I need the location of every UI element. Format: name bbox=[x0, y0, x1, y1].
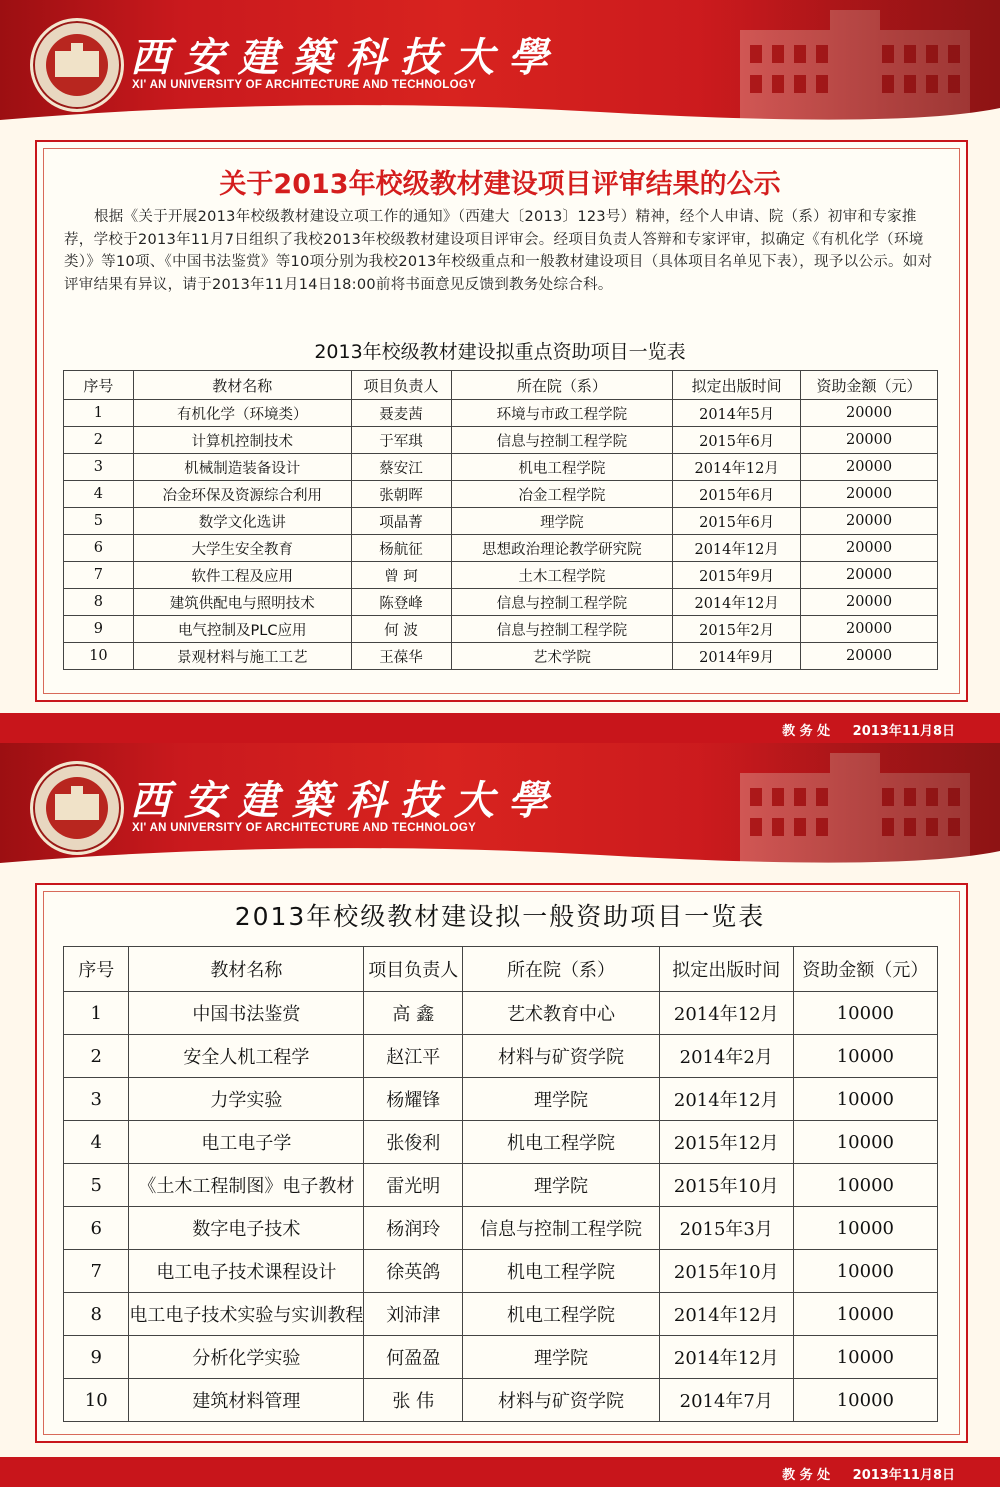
cell-leader: 陈登峰 bbox=[351, 589, 451, 616]
header-college: 所在院（系） bbox=[451, 371, 673, 400]
table-header-row bbox=[64, 371, 938, 400]
cell-pub-date: 2015年3月 bbox=[659, 1207, 793, 1250]
header-index: 序号 bbox=[64, 371, 134, 400]
cell-leader: 蔡安江 bbox=[351, 454, 451, 481]
cell-index: 10 bbox=[64, 643, 134, 670]
cell-college: 环境与市政工程学院 bbox=[451, 400, 673, 427]
header-pub-date: 拟定出版时间 bbox=[659, 947, 793, 992]
cell-index: 6 bbox=[64, 1207, 129, 1250]
cell-index: 3 bbox=[64, 1078, 129, 1121]
table-row bbox=[64, 427, 938, 454]
cell-college: 理学院 bbox=[463, 1164, 660, 1207]
header-banner bbox=[0, 743, 1000, 873]
table-row bbox=[64, 562, 938, 589]
cell-amount: 20000 bbox=[801, 400, 938, 427]
cell-pub-date: 2015年12月 bbox=[659, 1121, 793, 1164]
cell-leader: 张 伟 bbox=[364, 1379, 463, 1422]
cell-amount: 20000 bbox=[801, 616, 938, 643]
cell-amount: 20000 bbox=[801, 562, 938, 589]
cell-college: 理学院 bbox=[463, 1336, 660, 1379]
notice-paragraph: 根据《关于开展2013年校级教材建设立项工作的通知》（西建大〔2013〕123号）精神，经个人申请、院（系）初审和专家推荐，学校于2013年11月7日组织了我校2013年校级教材建设项目评审会。经项目负责人答辩和专家评审，拟确定《有机化学（环境类）》等10项、《中国书法鉴赏》等10项分别为我校2013年校级重点和一般教材建设项目（具体项目名单见下表），现予以公示。如对评审结果有异议，请于2013年11月14日18:00前将书面意见反馈到教务处综合科。 bbox=[64, 209, 933, 293]
cell-index: 9 bbox=[64, 616, 134, 643]
cell-title: 电工电子技术课程设计 bbox=[129, 1250, 364, 1293]
cell-pub-date: 2014年12月 bbox=[659, 992, 793, 1035]
cell-leader: 何 波 bbox=[351, 616, 451, 643]
table-row bbox=[64, 992, 938, 1035]
cell-pub-date: 2015年6月 bbox=[673, 427, 801, 454]
cell-title: 有机化学（环境类） bbox=[133, 400, 351, 427]
cell-leader: 张朝晖 bbox=[351, 481, 451, 508]
cell-index: 2 bbox=[64, 427, 134, 454]
cell-title: 建筑材料管理 bbox=[129, 1379, 364, 1422]
poster-key-projects bbox=[0, 0, 1000, 743]
cell-college: 土木工程学院 bbox=[451, 562, 673, 589]
notice-title: 关于2013年校级教材建设项目评审结果的公示 bbox=[219, 169, 781, 200]
cell-amount: 20000 bbox=[801, 589, 938, 616]
cell-title: 软件工程及应用 bbox=[133, 562, 351, 589]
cell-amount: 20000 bbox=[801, 427, 938, 454]
cell-title: 冶金环保及资源综合利用 bbox=[133, 481, 351, 508]
cell-leader: 赵江平 bbox=[364, 1035, 463, 1078]
cell-title: 力学实验 bbox=[129, 1078, 364, 1121]
cell-pub-date: 2014年12月 bbox=[673, 454, 801, 481]
table-row bbox=[64, 1035, 938, 1078]
university-name-en: XI' AN UNIVERSITY OF ARCHITECTURE AND TECHNOLOGY bbox=[132, 79, 477, 91]
cell-pub-date: 2015年6月 bbox=[673, 481, 801, 508]
cell-pub-date: 2014年12月 bbox=[673, 535, 801, 562]
cell-amount: 10000 bbox=[793, 1336, 937, 1379]
cell-college: 理学院 bbox=[451, 508, 673, 535]
university-name-cn: 西安建築科技大學 bbox=[130, 34, 562, 81]
cell-amount: 10000 bbox=[793, 1164, 937, 1207]
cell-leader: 杨润玲 bbox=[364, 1207, 463, 1250]
header-amount: 资助金额（元） bbox=[801, 371, 938, 400]
cell-amount: 10000 bbox=[793, 1379, 937, 1422]
cell-amount: 20000 bbox=[801, 508, 938, 535]
header-amount: 资助金额（元） bbox=[793, 947, 937, 992]
cell-pub-date: 2015年6月 bbox=[673, 508, 801, 535]
cell-leader: 何盈盈 bbox=[364, 1336, 463, 1379]
cell-title: 分析化学实验 bbox=[129, 1336, 364, 1379]
header-pub-date: 拟定出版时间 bbox=[673, 371, 801, 400]
cell-pub-date: 2014年12月 bbox=[659, 1078, 793, 1121]
table-row bbox=[64, 1336, 938, 1379]
cell-pub-date: 2014年12月 bbox=[659, 1336, 793, 1379]
cell-pub-date: 2014年5月 bbox=[673, 400, 801, 427]
cell-amount: 20000 bbox=[801, 643, 938, 670]
table-row bbox=[64, 1379, 938, 1422]
cell-title: 《土木工程制图》电子教材 bbox=[129, 1164, 364, 1207]
cell-pub-date: 2014年7月 bbox=[659, 1379, 793, 1422]
table-row bbox=[64, 1121, 938, 1164]
cell-title: 景观材料与施工工艺 bbox=[133, 643, 351, 670]
cell-title: 数字电子技术 bbox=[129, 1207, 364, 1250]
cell-title: 电工电子学 bbox=[129, 1121, 364, 1164]
table-row bbox=[64, 454, 938, 481]
footer-bar bbox=[0, 1457, 1000, 1487]
cell-index: 5 bbox=[64, 1164, 129, 1207]
cell-amount: 10000 bbox=[793, 1121, 937, 1164]
cell-pub-date: 2014年12月 bbox=[673, 589, 801, 616]
cell-index: 3 bbox=[64, 454, 134, 481]
cell-amount: 20000 bbox=[801, 535, 938, 562]
cell-pub-date: 2015年10月 bbox=[659, 1250, 793, 1293]
footer-date: 2013年11月8日 bbox=[852, 1468, 955, 1483]
cell-leader: 刘沛津 bbox=[364, 1293, 463, 1336]
header-leader: 项目负责人 bbox=[364, 947, 463, 992]
cell-amount: 20000 bbox=[801, 481, 938, 508]
cell-title: 安全人机工程学 bbox=[129, 1035, 364, 1078]
cell-leader: 张俊利 bbox=[364, 1121, 463, 1164]
table1-caption: 2013年校级教材建设拟重点资助项目一览表 bbox=[314, 341, 686, 363]
cell-index: 1 bbox=[64, 992, 129, 1035]
header-leader: 项目负责人 bbox=[351, 371, 451, 400]
cell-title: 中国书法鉴赏 bbox=[129, 992, 364, 1035]
header-college: 所在院（系） bbox=[463, 947, 660, 992]
banner-wave bbox=[0, 833, 1000, 873]
cell-college: 机电工程学院 bbox=[463, 1293, 660, 1336]
cell-index: 8 bbox=[64, 1293, 129, 1336]
university-name-en: XI' AN UNIVERSITY OF ARCHITECTURE AND TECHNOLOGY bbox=[132, 822, 477, 834]
footer-date: 2013年11月8日 bbox=[852, 724, 955, 739]
cell-amount: 10000 bbox=[793, 1250, 937, 1293]
cell-leader: 王葆华 bbox=[351, 643, 451, 670]
cell-college: 思想政治理论教学研究院 bbox=[451, 535, 673, 562]
table-row bbox=[64, 616, 938, 643]
cell-college: 信息与控制工程学院 bbox=[451, 616, 673, 643]
cell-college: 信息与控制工程学院 bbox=[451, 589, 673, 616]
cell-index: 7 bbox=[64, 1250, 129, 1293]
footer-office: 教 务 处 bbox=[782, 1468, 831, 1483]
cell-leader: 雷光明 bbox=[364, 1164, 463, 1207]
cell-title: 计算机控制技术 bbox=[133, 427, 351, 454]
poster-general-projects bbox=[0, 743, 1000, 1487]
header-banner bbox=[0, 0, 1000, 130]
cell-title: 电气控制及PLC应用 bbox=[133, 616, 351, 643]
table-row bbox=[64, 400, 938, 427]
cell-amount: 10000 bbox=[793, 1207, 937, 1250]
table-row bbox=[64, 535, 938, 562]
cell-college: 冶金工程学院 bbox=[451, 481, 673, 508]
cell-index: 5 bbox=[64, 508, 134, 535]
cell-index: 6 bbox=[64, 535, 134, 562]
header-index: 序号 bbox=[64, 947, 129, 992]
cell-index: 9 bbox=[64, 1336, 129, 1379]
cell-title: 建筑供配电与照明技术 bbox=[133, 589, 351, 616]
cell-index: 4 bbox=[64, 1121, 129, 1164]
cell-pub-date: 2014年9月 bbox=[673, 643, 801, 670]
cell-leader: 于军琪 bbox=[351, 427, 451, 454]
cell-college: 机电工程学院 bbox=[463, 1121, 660, 1164]
table-row bbox=[64, 589, 938, 616]
cell-college: 机电工程学院 bbox=[451, 454, 673, 481]
cell-leader: 曾 珂 bbox=[351, 562, 451, 589]
cell-title: 机械制造装备设计 bbox=[133, 454, 351, 481]
cell-index: 2 bbox=[64, 1035, 129, 1078]
cell-college: 信息与控制工程学院 bbox=[451, 427, 673, 454]
key-projects-table bbox=[63, 370, 938, 670]
cell-pub-date: 2015年9月 bbox=[673, 562, 801, 589]
footer-bar bbox=[0, 713, 1000, 743]
cell-pub-date: 2014年12月 bbox=[659, 1293, 793, 1336]
cell-amount: 10000 bbox=[793, 992, 937, 1035]
cell-college: 艺术学院 bbox=[451, 643, 673, 670]
cell-title: 大学生安全教育 bbox=[133, 535, 351, 562]
general-projects-table bbox=[63, 946, 938, 1422]
cell-index: 10 bbox=[64, 1379, 129, 1422]
cell-title: 电工电子技术实验与实训教程 bbox=[129, 1293, 364, 1336]
university-seal-icon bbox=[30, 18, 124, 112]
table-row bbox=[64, 508, 938, 535]
cell-amount: 10000 bbox=[793, 1035, 937, 1078]
university-name-cn: 西安建築科技大學 bbox=[130, 777, 562, 824]
cell-title: 数学文化选讲 bbox=[133, 508, 351, 535]
cell-pub-date: 2015年10月 bbox=[659, 1164, 793, 1207]
cell-pub-date: 2015年2月 bbox=[673, 616, 801, 643]
cell-index: 4 bbox=[64, 481, 134, 508]
cell-amount: 10000 bbox=[793, 1078, 937, 1121]
cell-index: 7 bbox=[64, 562, 134, 589]
table-row bbox=[64, 1293, 938, 1336]
cell-college: 材料与矿资学院 bbox=[463, 1379, 660, 1422]
table-header-row bbox=[64, 947, 938, 992]
cell-leader: 杨航征 bbox=[351, 535, 451, 562]
header-title: 教材名称 bbox=[129, 947, 364, 992]
cell-college: 材料与矿资学院 bbox=[463, 1035, 660, 1078]
cell-amount: 20000 bbox=[801, 454, 938, 481]
cell-leader: 项晶菁 bbox=[351, 508, 451, 535]
table-row bbox=[64, 481, 938, 508]
university-seal-icon bbox=[30, 761, 124, 855]
cell-leader: 杨耀锋 bbox=[364, 1078, 463, 1121]
table-row bbox=[64, 643, 938, 670]
banner-wave bbox=[0, 90, 1000, 130]
footer-office: 教 务 处 bbox=[782, 724, 831, 739]
cell-index: 1 bbox=[64, 400, 134, 427]
cell-amount: 10000 bbox=[793, 1293, 937, 1336]
cell-leader: 高 鑫 bbox=[364, 992, 463, 1035]
table-row bbox=[64, 1207, 938, 1250]
table-row bbox=[64, 1250, 938, 1293]
cell-leader: 聂麦茜 bbox=[351, 400, 451, 427]
cell-college: 机电工程学院 bbox=[463, 1250, 660, 1293]
cell-college: 理学院 bbox=[463, 1078, 660, 1121]
cell-index: 8 bbox=[64, 589, 134, 616]
table-row bbox=[64, 1078, 938, 1121]
cell-college: 信息与控制工程学院 bbox=[463, 1207, 660, 1250]
cell-pub-date: 2014年2月 bbox=[659, 1035, 793, 1078]
table-row bbox=[64, 1164, 938, 1207]
cell-leader: 徐英鸽 bbox=[364, 1250, 463, 1293]
table2-caption: 2013年校级教材建设拟一般资助项目一览表 bbox=[234, 902, 766, 931]
cell-college: 艺术教育中心 bbox=[463, 992, 660, 1035]
header-title: 教材名称 bbox=[133, 371, 351, 400]
